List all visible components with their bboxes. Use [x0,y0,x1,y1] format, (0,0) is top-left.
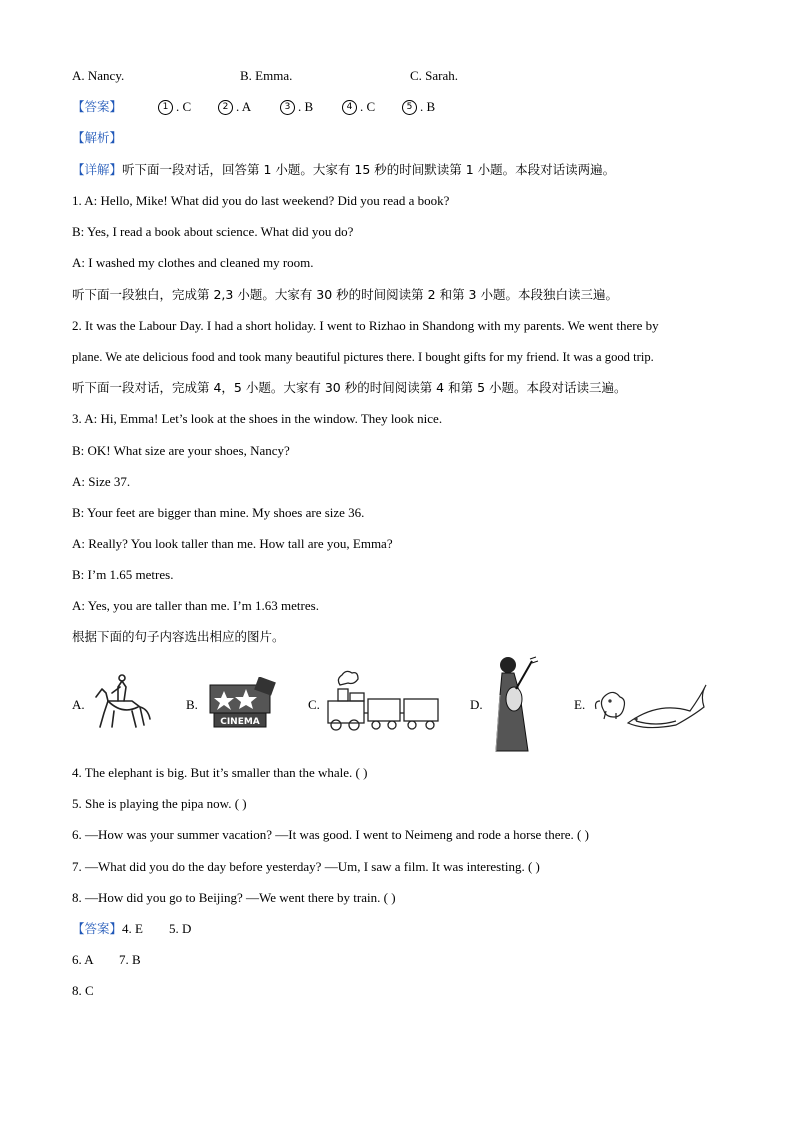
option-a: A. Nancy. [72,68,125,83]
answer-value: . C [360,99,376,114]
dialog-line: A: Size 37. [72,474,131,489]
question-line: 5. She is playing the pipa now. ( ) [72,796,247,811]
picture-label-e: E. [574,697,586,712]
circled-number: 4 [342,100,357,115]
answer-item [218,99,251,115]
answer-value: . A [236,99,252,114]
cinema-sign: CINEMA [220,717,260,727]
dialog-line: 3. A: Hi, Emma! Let’s look at the shoes in the window. They look nice. [72,411,443,426]
answer-tag-2: 【答案】 [72,921,123,936]
analysis-tag: 【解析】 [72,130,123,145]
dialog-line: B: Your feet are bigger than mine. My shoes are size 36. [72,505,365,520]
answer-item [280,99,313,115]
option-c: C. Sarah. [410,68,459,83]
circled-number: 3 [280,100,295,115]
dialog-line: B: I’m 1.65 metres. [72,567,174,582]
picture-label-c: C. [308,697,320,712]
dialog-line: A: I washed my clothes and cleaned my room. [72,255,314,270]
picture-label-b: B. [186,697,198,712]
question-line: 6. —How was your summer vacation? —It was good. I went to Neimeng and rode a horse there. ( ) [72,827,589,842]
detail-line [72,162,615,178]
circled-number: 5 [402,100,417,115]
answer-line: 8. C [72,983,94,998]
options-row [72,68,732,84]
dialog-line: 1. A: Hello, Mike! What did you do last weekend? Did you read a book? [72,193,450,208]
answer-item [342,99,375,115]
instruction-line: 听下面一段独白，完成第 2,3 小题。大家有 30 秒的时间阅读第 2 和第 3 小题。本段独白读三遍。 [72,287,618,302]
dialog-line: A: Really? You look taller than me. How tall are you, Emma? [72,536,393,551]
pipa-player-image [492,655,546,755]
answer-value: . B [298,99,314,114]
elephant-whale-image [592,675,716,737]
answer-row-2 [72,921,191,937]
question-line: 8. —How did you go to Beijing? —We went there by train. ( ) [72,890,396,905]
dialog-line: A: Yes, you are taller than me. I’m 1.63 metres. [72,598,319,613]
answer-value: . B [420,99,436,114]
option-b: B. Emma. [240,68,293,83]
horse-rider-image [88,673,154,733]
answer-tag: 【答案】 [72,99,123,114]
monologue-line: plane. We ate delicious food and took many beautiful pictures there. I bought gifts for my friend. It was a good trip. [72,350,654,364]
monologue-line: 2. It was the Labour Day. I had a short holiday. I went to Rizhao in Shandong with my parents. We went there by [72,318,659,333]
answer-values: 4. E 5. D [122,921,192,936]
detail-tag: 【详解】 [72,162,123,177]
picture-label-d: D. [470,697,483,712]
question-line: 4. The elephant is big. But it’s smaller than the whale. ( ) [72,765,368,780]
instruction-line: 根据下面的句子内容选出相应的图片。 [72,629,285,644]
picture-label-a: A. [72,697,85,712]
answer-row-1 [72,99,732,115]
circled-number: 1 [158,100,173,115]
answer-item [158,99,191,115]
picture-row [72,655,732,755]
cinema-image [206,677,280,731]
answer-line: 6. A 7. B [72,952,141,967]
answer-item [402,99,435,115]
detail-text: 听下面一段对话，回答第 1 小题。大家有 15 秒的时间默读第 1 小题。本段对话读两遍。 [122,162,616,177]
circled-number: 2 [218,100,233,115]
train-image [324,669,442,735]
instruction-line: 听下面一段对话，完成第 4，5 小题。大家有 30 秒的时间阅读第 4 和第 5 小题。本段对话读三遍。 [72,380,627,395]
dialog-line: B: OK! What size are your shoes, Nancy? [72,443,290,458]
dialog-line: B: Yes, I read a book about science. What did you do? [72,224,354,239]
answer-value: . C [176,99,192,114]
question-line: 7. —What did you do the day before yesterday? —Um, I saw a film. It was interesting. ( ) [72,859,540,874]
